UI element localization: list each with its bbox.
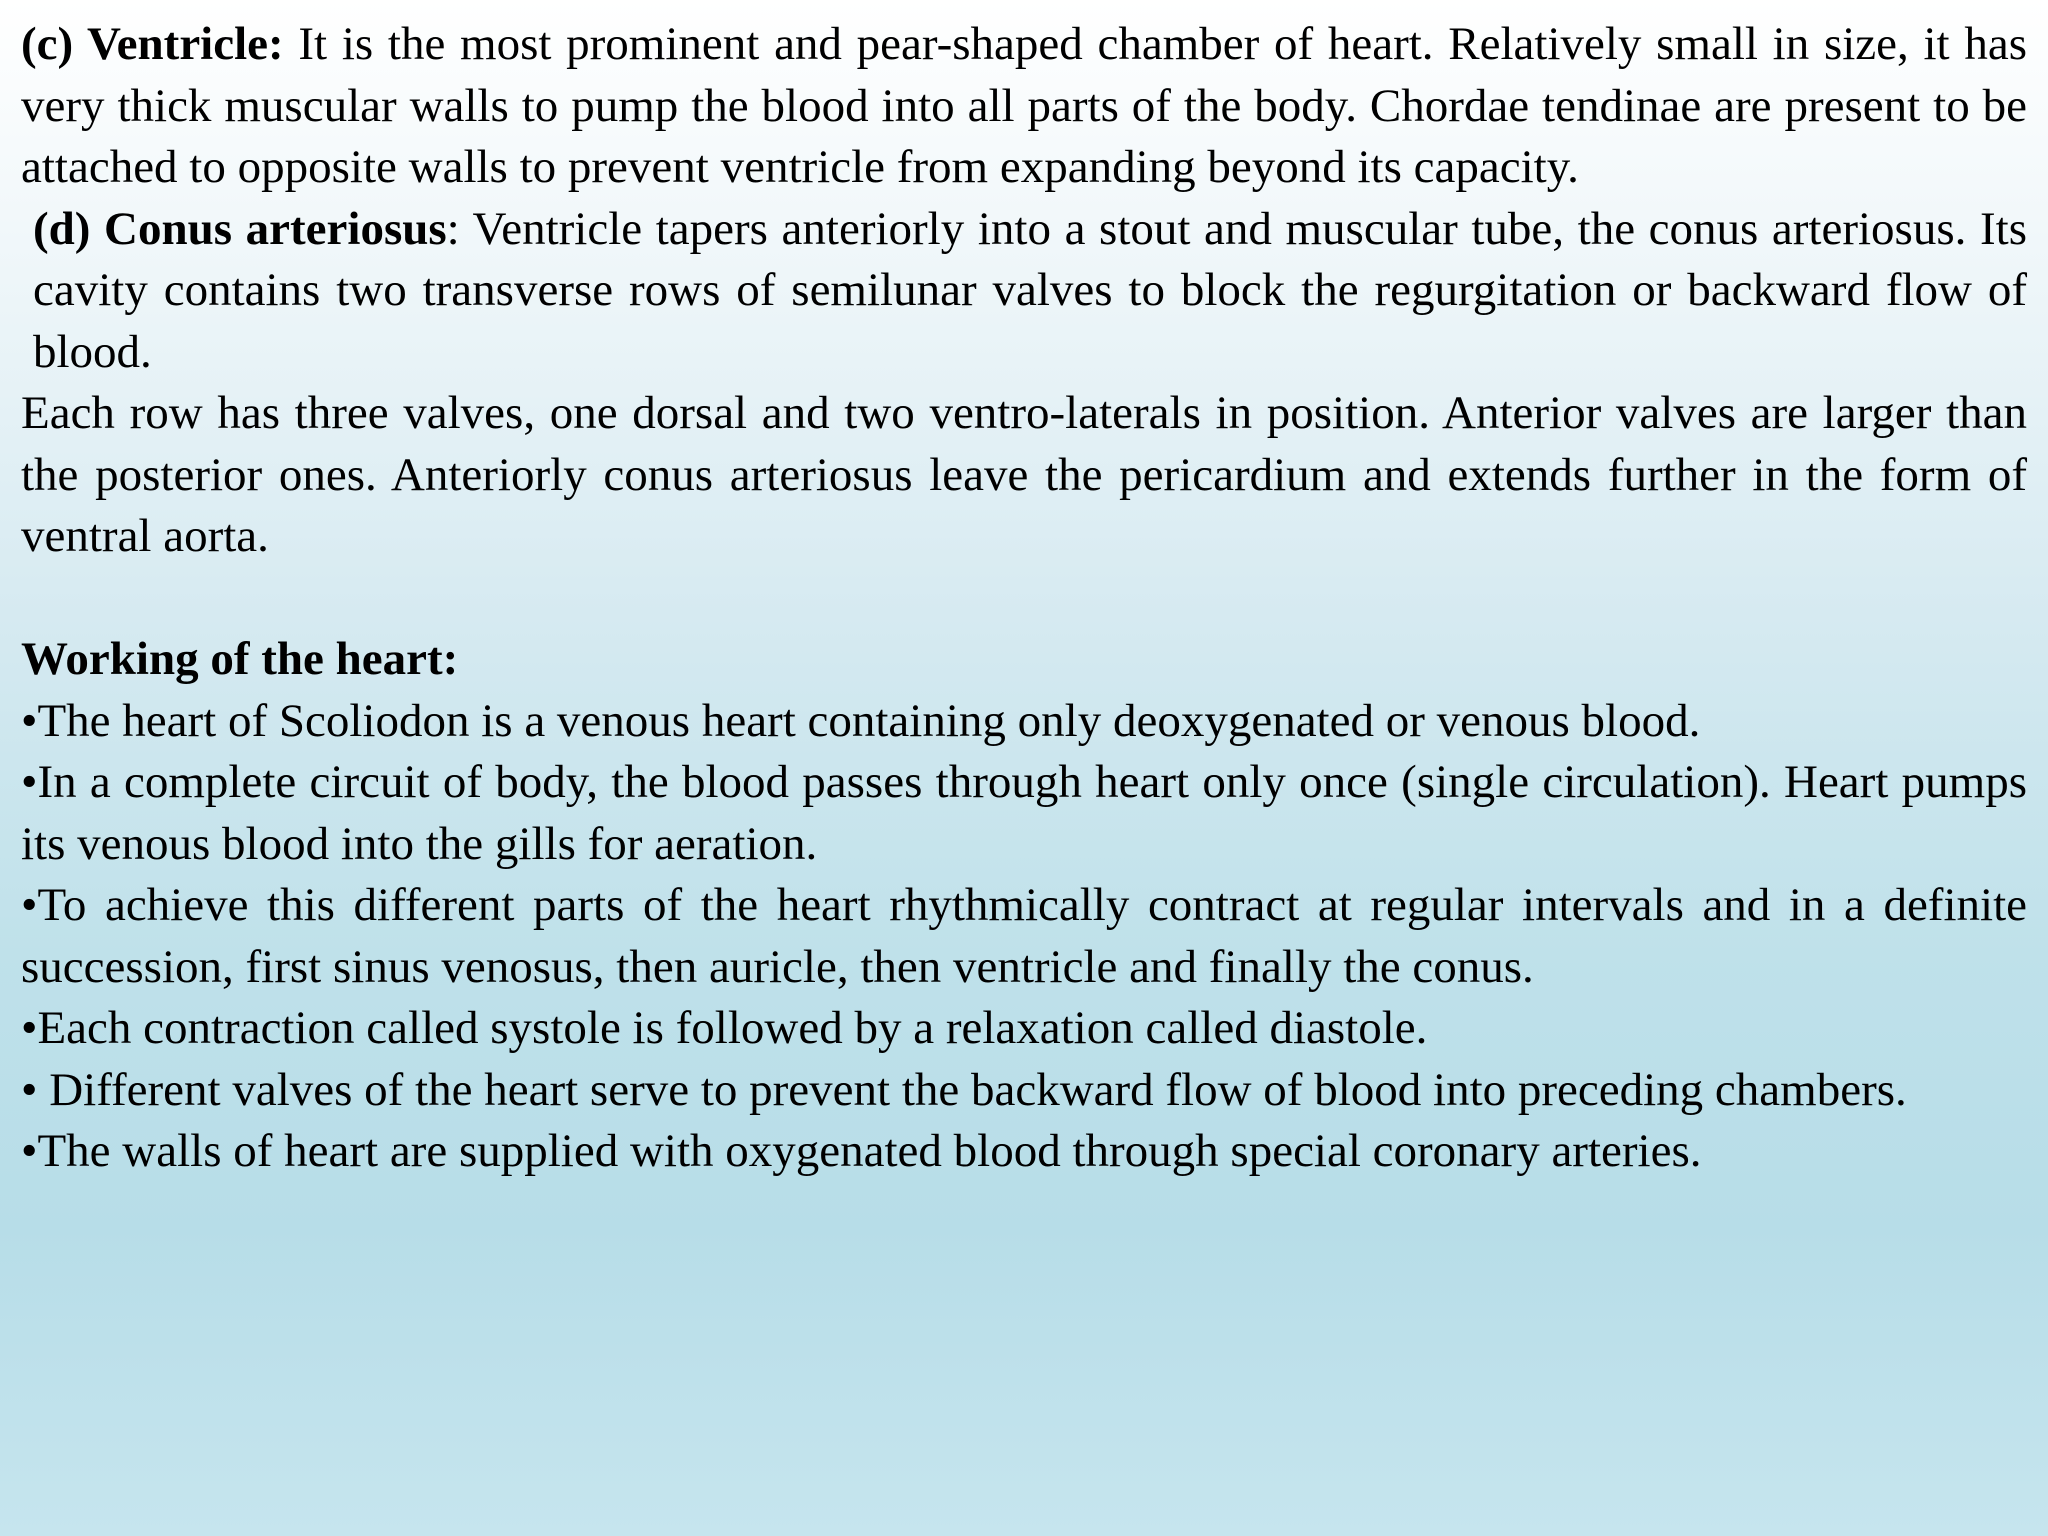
conus-paragraph (21, 199, 2027, 384)
working-bullet: •The walls of heart are supplied with oxygenated blood through special coronary arteries. (21, 1125, 1702, 1177)
working-heading: Working of the heart: (21, 633, 459, 685)
working-bullet: • Different valves of the heart serve to prevent the backward flow of blood into preceding chambers. (21, 1063, 1907, 1116)
rows-paragraph: Each row has three valves, one dorsal and two ventro-laterals in position. Anterior valves are larger than the posterior ones. Anteriorly conus arteriosus leave the pericardium and extends further in the form of ventral aorta. (21, 387, 2027, 562)
working-bullet: •The heart of Scoliodon is a venous heart containing only deoxygenated or venous blood. (21, 694, 1701, 747)
working-bullet: •In a complete circuit of body, the blood passes through heart only once (single circulation). Heart pumps its venous blood into the gills for aeration. (21, 756, 2027, 870)
working-bullet: •To achieve this different parts of the heart rhythmically contract at regular intervals and in a definite succession, first sinus venosus, then auricle, then ventricle and finally the conus. (21, 879, 2027, 993)
slide-content (21, 14, 2027, 1183)
ventricle-paragraph (21, 14, 2027, 199)
conus-term: (d) Conus arteriosus (33, 202, 447, 255)
ventricle-term: (c) Ventricle: (21, 18, 284, 70)
working-bullet: •Each contraction called systole is followed by a relaxation called diastole. (21, 1002, 1428, 1054)
conus-text: : Ventricle tapers anteriorly into a stout and muscular tube, the conus arteriosus. Its cavity contains two transverse rows of semilunar valves to block the regurgitation or backward flow of blood. (33, 202, 2027, 378)
paragraph-spacer (21, 568, 2027, 630)
ventricle-text: It is the most prominent and pear-shaped chamber of heart. Relatively small in size, it has very thick muscular walls to pump the blood into all parts of the body. Chordae tendinae are present to be attached to opposite walls to prevent ventricle from expanding beyond its capacity. (21, 18, 2027, 193)
